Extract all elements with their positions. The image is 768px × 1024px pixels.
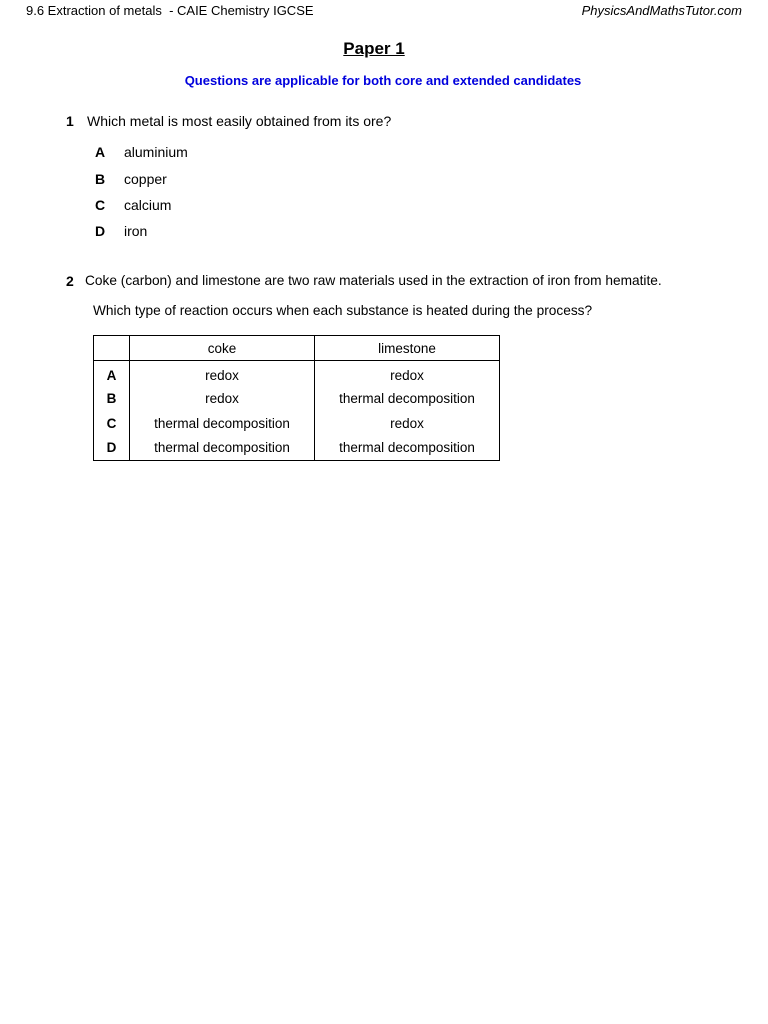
question-text: Which metal is most easily obtained from its ore? <box>87 113 392 129</box>
table-header-coke: coke <box>130 336 315 361</box>
coke-cell: redox <box>130 361 315 386</box>
header-source: PhysicsAndMathsTutor.com <box>581 3 742 18</box>
question-number: 1 <box>66 113 74 129</box>
row-letter: A <box>94 361 130 386</box>
limestone-cell: thermal decomposition <box>339 440 475 456</box>
paper-title: Paper 1 <box>343 39 405 58</box>
limestone-cell: redox <box>390 415 424 431</box>
option-text: copper <box>124 171 167 187</box>
limestone-cell: redox <box>390 367 424 383</box>
table-row[interactable] <box>94 411 500 436</box>
question-text: Coke (carbon) and limestone are two raw materials used in the extraction of iron from hematite. <box>85 273 662 288</box>
option-letter: C <box>95 197 106 213</box>
row-letter: B <box>94 386 130 411</box>
coke-cell: redox <box>130 386 315 411</box>
table-row[interactable] <box>94 386 500 411</box>
table-row[interactable] <box>94 361 500 386</box>
applicability-note: Questions are applicable for both core and extended candidates <box>184 73 582 88</box>
reaction-table <box>93 335 500 461</box>
option-letter: A <box>95 144 106 160</box>
question-subtext: Which type of reaction occurs when each substance is heated during the process? <box>93 303 593 318</box>
coke-cell: thermal decomposition <box>130 436 315 461</box>
option-text: iron <box>124 223 148 239</box>
limestone-cell: thermal decomposition <box>339 390 475 406</box>
row-letter: C <box>94 411 130 436</box>
coke-cell: thermal decomposition <box>130 411 315 436</box>
option-letter: D <box>95 223 106 239</box>
table-row[interactable] <box>94 436 500 461</box>
table-header-row <box>94 336 500 361</box>
option-text: calcium <box>124 197 172 213</box>
table-header-limestone: limestone <box>315 336 500 361</box>
header-topic: 9.6 Extraction of metals - CAIE Chemistry IGCSE <box>26 3 314 18</box>
option-letter: B <box>95 171 106 187</box>
question-number: 2 <box>66 273 74 289</box>
row-letter: D <box>94 436 130 461</box>
option-text: aluminium <box>124 144 188 160</box>
table-header-blank <box>94 336 130 361</box>
